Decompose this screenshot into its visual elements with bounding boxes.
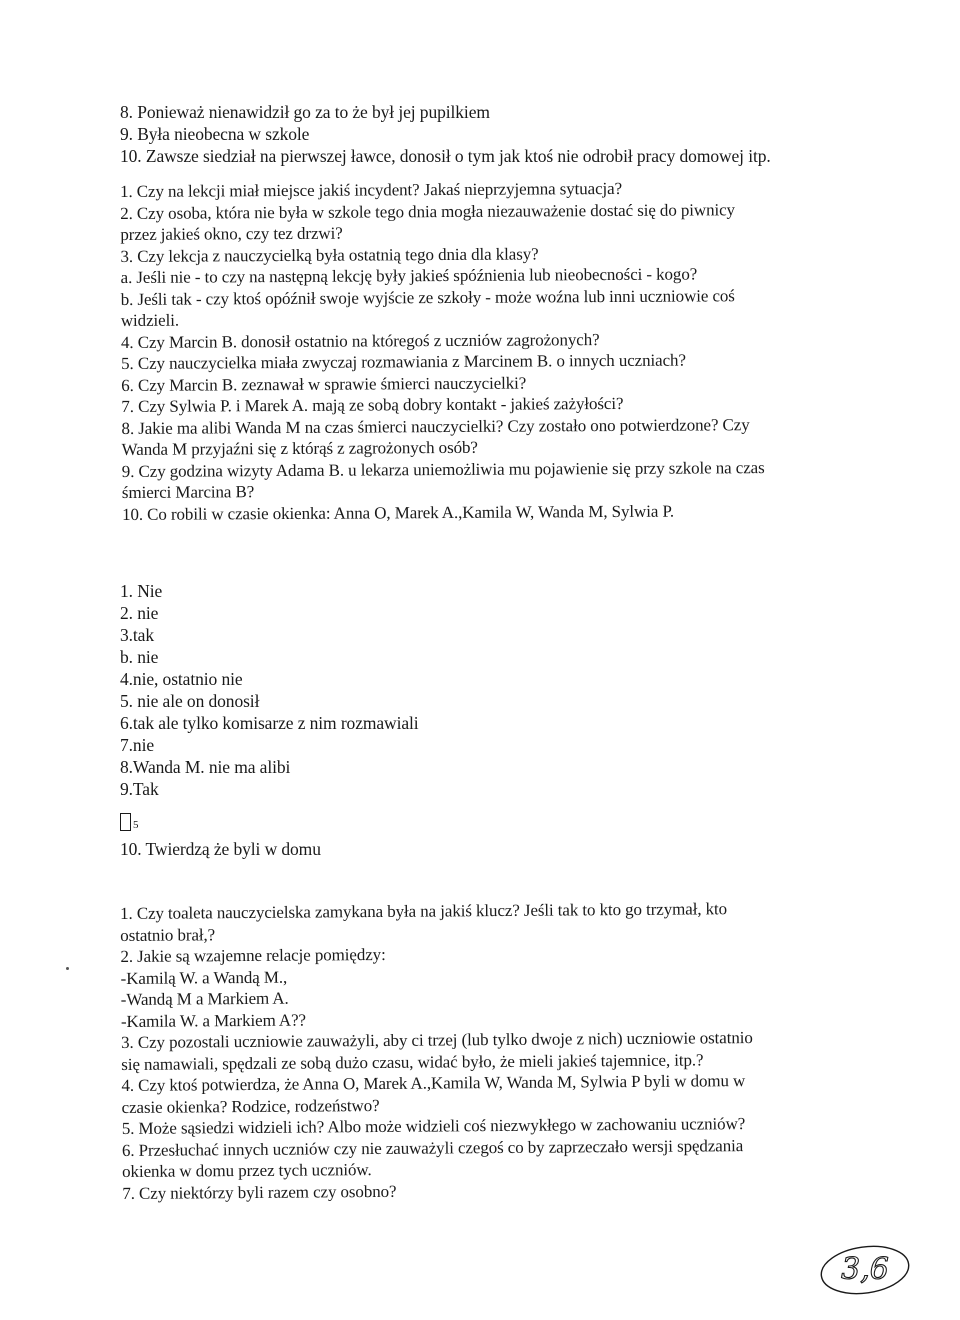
question-line: 2. Jakie są wzajemne relacje pomiędzy: bbox=[120, 944, 386, 966]
question-line: czasie okienka? Rodzice, rodzeństwo? bbox=[121, 1095, 380, 1117]
question-line: 4. Czy Marcin B. donosił ostatnio na któregoś z uczniów zagrożonych? bbox=[120, 329, 600, 352]
list-item: 9. Była nieobecna w szkole bbox=[120, 124, 310, 144]
question-line: 3. Czy pozostali uczniowie zauważyli, aby ci trzej (lub tylko dwoje z nich) uczniowie ostatnio bbox=[121, 1028, 753, 1052]
answer-line: 1. Nie bbox=[120, 581, 163, 601]
answer-line: 9.Tak bbox=[120, 779, 159, 799]
question-line: okienka w domu przez tych uczniów. bbox=[122, 1160, 372, 1181]
answer-line: 2. nie bbox=[120, 603, 159, 623]
answer-line: 8.Wanda M. nie ma alibi bbox=[120, 757, 291, 777]
box-glyph-suffix: 5 bbox=[133, 819, 139, 831]
question-line: 6. Przesłuchać innych uczniów czy nie zauważyli czegoś co by zaprzeczało wersji spędzania bbox=[121, 1135, 744, 1160]
answer-line: 4.nie, ostatnio nie bbox=[120, 669, 243, 689]
question-line: 1. Czy toaleta nauczycielska zamykana była na jakiś klucz? Jeśli tak to kto go trzymał, kto bbox=[120, 899, 728, 923]
question-line: -Kamilą W. a Wandą M., bbox=[120, 967, 288, 988]
page-stamp-text: 3,6 bbox=[841, 1252, 889, 1287]
questions-section-2 bbox=[120, 897, 842, 1204]
question-line: się namawiali, spędzali ze sobą dużo czasu, widać było, że mieli jakieś tajemnice, itp.? bbox=[121, 1049, 704, 1074]
list-item: 10. Zawsze siedział na pierwszej ławce, donosił o tym jak ktoś nie odrobił pracy domowej itp. bbox=[120, 146, 771, 166]
question-line: a. Jeśli nie - to czy na następną lekcję były jakieś spóźnienia lub nieobecności - kogo? bbox=[120, 264, 698, 287]
question-line: 1. Czy na lekcji miał miejsce jakiś incydent? Jakaś nieprzyjemna sytuacja? bbox=[120, 178, 623, 201]
answer-line: 5. nie ale on donosił bbox=[120, 691, 260, 711]
answer-line: 6.tak ale tylko komisarze z nim rozmawiali bbox=[120, 713, 419, 733]
answer-line: 10. Twierdzą że byli w domu bbox=[120, 839, 321, 859]
question-line: Wanda M przyjaźni się z którąś z zagrożonych osób? bbox=[121, 437, 478, 459]
question-line: 5. Czy nauczycielka miała zwyczaj rozmawiania z Marcinem B. o innych uczniach? bbox=[121, 350, 686, 373]
question-line: 8. Jakie ma alibi Wanda M na czas śmierci nauczycielki? Czy zostało ono potwierdzone? Czy bbox=[121, 414, 750, 438]
questions-section-1 bbox=[120, 177, 842, 525]
question-line: 10. Co robili w czasie okienka: Anna O, Marek A.,Kamila W, Wanda M, Sylwia P. bbox=[121, 501, 675, 524]
question-line: przez jakieś okno, czy tez drzwi? bbox=[120, 223, 343, 244]
answers-section bbox=[120, 580, 840, 800]
page-stamp bbox=[818, 1244, 912, 1296]
question-line: 2. Czy osoba, która nie była w szkole tego dnia mogła niezauważenie dostać się do piwnicy bbox=[120, 199, 735, 223]
stray-dot bbox=[66, 967, 69, 970]
question-line: 4. Czy ktoś potwierdza, że Anna O, Marek A.,Kamila W, Wanda M, Sylwia P byli w domu w bbox=[121, 1071, 746, 1095]
question-line: 7. Czy niektórzy byli razem czy osobno? bbox=[122, 1181, 397, 1203]
question-line: widzieli. bbox=[120, 310, 180, 330]
answer-line: 7.nie bbox=[120, 735, 155, 755]
question-line: -Wandą M a Markiem A. bbox=[120, 988, 289, 1009]
question-line: 7. Czy Sylwia P. i Marek A. mają ze sobą dobry kontakt - jakieś zażyłości? bbox=[121, 393, 624, 416]
answer-line: b. nie bbox=[120, 647, 159, 667]
top-list bbox=[120, 101, 840, 167]
box-symbol-row bbox=[120, 812, 840, 860]
question-line: b. Jeśli tak - czy ktoś opóźnił swoje wyjście ze szkoły - może woźna lub inni uczniowie coś bbox=[120, 285, 735, 309]
question-line: ostatnio brał,? bbox=[120, 924, 216, 945]
question-line: -Kamila W. a Markiem A?? bbox=[120, 1010, 307, 1031]
question-line: 6. Czy Marcin B. zeznawał w sprawie śmierci nauczycielki? bbox=[121, 373, 527, 395]
question-line: 3. Czy lekcja z nauczycielką była ostatnią tego dnia dla klasy? bbox=[120, 243, 539, 266]
question-line: śmierci Marcina B? bbox=[121, 482, 255, 502]
box-glyph-icon bbox=[120, 813, 131, 831]
question-line: 5. Może sąsiedzi widzieli ich? Albo może widzieli coś niezwykłego w zachowaniu uczniów? bbox=[121, 1114, 746, 1138]
question-line: 9. Czy godzina wizyty Adama B. u lekarza uniemożliwia mu pojawienie się przy szkole na czas bbox=[121, 457, 765, 481]
answer-line: 3.tak bbox=[120, 625, 155, 645]
list-item: 8. Ponieważ nienawidził go za to że był jej pupilkiem bbox=[120, 102, 490, 122]
